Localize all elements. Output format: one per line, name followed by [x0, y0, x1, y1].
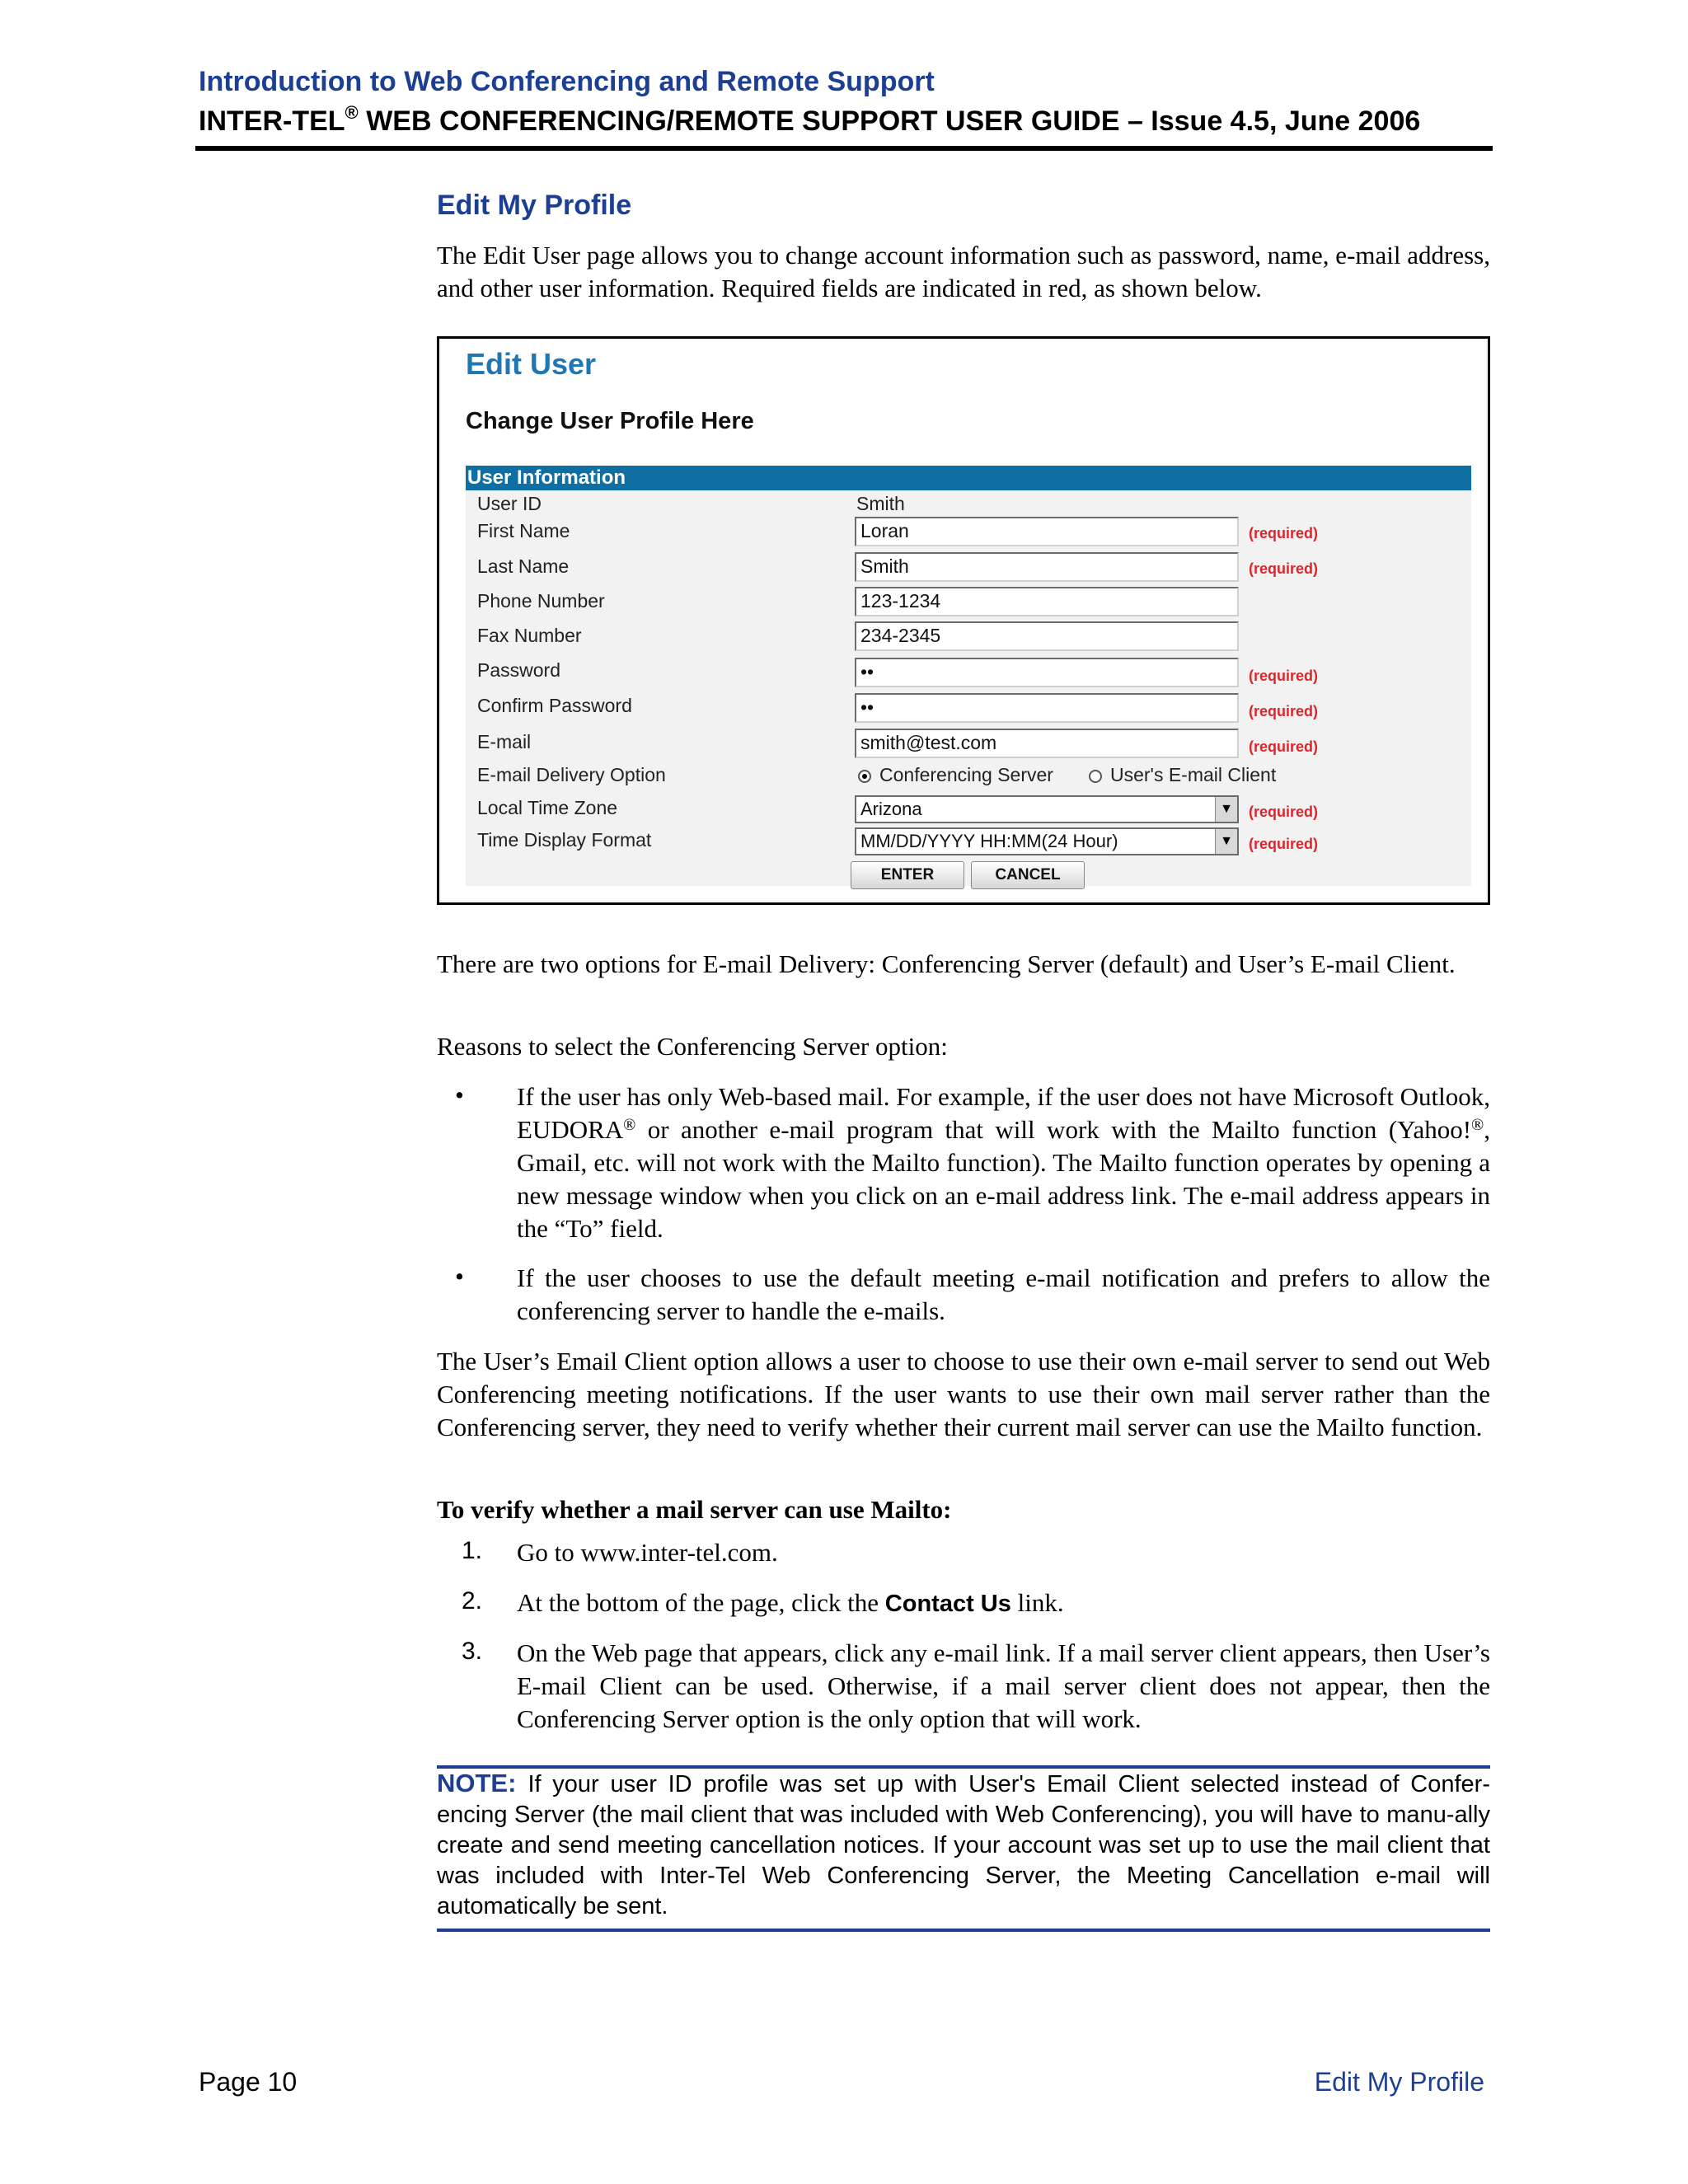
bullet-item-2: If the user chooses to use the default meeting e-mail notification and prefers to allow the conferencing server to handle the e-mails.	[517, 1263, 1490, 1325]
time-format-required: (required)	[1249, 836, 1319, 852]
dropdown-arrow-icon: ▼	[1215, 797, 1237, 822]
footer-section-title: Edit My Profile	[1314, 2067, 1484, 2097]
row-time-format	[466, 827, 1471, 860]
time-format-select[interactable]	[855, 827, 1239, 855]
phone-label: Phone Number	[477, 590, 605, 612]
verify-heading: To verify whether a mail server can use Mailto:	[437, 1495, 952, 1524]
fax-input[interactable]: 234-2345	[855, 621, 1239, 651]
email-label: E-mail	[477, 731, 532, 752]
row-phone	[466, 587, 1471, 620]
note-box	[437, 1768, 1490, 1922]
time-format-label: Time Display Format	[477, 829, 652, 851]
first-name-required: (required)	[1249, 525, 1319, 541]
email-client-paragraph: The User’s Email Client option allows a user to choose to use their own e-mail server to send out Web Conferencing meeting notifications. If the user wants to use their own mail server rather than the Conferencing server, they need to verify whether their current mail server can use the Mailto function.	[437, 1347, 1490, 1441]
note-text: If your user ID profile was set up with User's Email Client selected instead of Confer-encing Server (the mail client that was included with Web Conferencing), you will have to manu-ally create and send meeting cancellation notices. If your account was set up to use the mail client that was included with Inter-Tel Web Conferencing Server, the Meeting Cancellation e-mail will automatically be sent.	[437, 1771, 1490, 1919]
time-zone-required: (required)	[1249, 804, 1319, 820]
user-id-value: Smith	[856, 493, 905, 514]
intro-paragraph: The Edit User page allows you to change account information such as password, name, e-mail address, and other user information. Required fields are indicated in red, as shown below.	[437, 241, 1490, 302]
footer-page-number: Page 10	[199, 2067, 298, 2097]
user-information-header: User Information	[466, 466, 1471, 490]
email-required: (required)	[1249, 738, 1319, 755]
header-title-rest: WEB CONFERENCING/REMOTE SUPPORT USER GUIDE – Issue 4.5, June 2006	[358, 105, 1421, 137]
row-password	[466, 658, 1471, 691]
first-name-label: First Name	[477, 520, 570, 541]
row-first-name	[466, 517, 1471, 550]
header-rule	[195, 146, 1493, 151]
time-zone-value: Arizona	[860, 799, 922, 819]
bullet1-part3: , Gmail, etc. will not work with the Mailto function). The Mailto function operates by opening a new message window when you click on an e-mail address link. The e-mail address appears in the “To” field.	[517, 1115, 1490, 1243]
running-header-section: Introduction to Web Conferencing and Remote Support	[199, 66, 935, 97]
note-label: NOTE:	[437, 1769, 517, 1797]
registered-mark: ®	[1471, 1116, 1484, 1134]
last-name-input[interactable]: Smith	[855, 552, 1239, 582]
time-zone-select[interactable]	[855, 795, 1239, 823]
row-time-zone	[466, 795, 1471, 828]
bullet1-part2: or another e-mail program that will work with the Mailto function (Yahoo!	[635, 1115, 1472, 1144]
time-format-value: MM/DD/YYYY HH:MM(24 Hour)	[860, 831, 1118, 851]
confirm-password-required: (required)	[1249, 703, 1319, 719]
note-bottom-rule	[437, 1929, 1490, 1932]
bullet-item-1	[517, 1080, 1490, 1245]
step-3-text: On the Web page that appears, click any e-mail link. If a mail server client appears, then User’s E-mail Client can be used. Otherwise, if a mail server client does not appear, then the Conferencing Server option is the only option that will work.	[517, 1638, 1490, 1733]
step-1-text: Go to www.inter-tel.com.	[517, 1538, 778, 1567]
confirm-password-input[interactable]: ••	[855, 693, 1239, 723]
phone-input[interactable]: 123-1234	[855, 587, 1239, 616]
bullet1-part1: If the user has only Web-based mail. For example, if the user does not have Microsoft Outlook, EUDORA	[517, 1082, 1490, 1144]
edit-user-title: Edit User	[466, 347, 597, 381]
time-zone-label: Local Time Zone	[477, 797, 618, 818]
step-2-after: link.	[1010, 1588, 1064, 1617]
radio-unselected-icon	[1089, 770, 1102, 783]
user-information-panel	[466, 466, 1471, 886]
fax-label: Fax Number	[477, 625, 582, 646]
delivery-option2-label: User's E-mail Client	[1110, 764, 1277, 785]
row-email	[466, 729, 1471, 762]
section-heading: Edit My Profile	[437, 190, 632, 221]
step-2-before: At the bottom of the page, click the	[517, 1588, 885, 1617]
row-confirm-password	[466, 693, 1471, 726]
last-name-required: (required)	[1249, 560, 1319, 577]
last-name-label: Last Name	[477, 555, 570, 577]
contact-us-link: Contact Us	[884, 1591, 1011, 1617]
step-3-number: 3.	[462, 1638, 483, 1665]
bullet-icon: •	[455, 1262, 464, 1291]
running-header-title	[199, 102, 1421, 138]
email-input[interactable]: smith@test.com	[855, 729, 1239, 758]
cancel-button[interactable]: CANCEL	[971, 861, 1085, 889]
row-fax	[466, 621, 1471, 654]
registered-mark: ®	[623, 1116, 636, 1134]
header-title-prefix: INTER-TEL	[199, 105, 345, 137]
row-last-name	[466, 552, 1471, 585]
password-label: Password	[477, 659, 560, 681]
password-input[interactable]: ••	[855, 658, 1239, 687]
user-id-label: User ID	[477, 493, 542, 514]
enter-button[interactable]: ENTER	[851, 861, 964, 889]
options-paragraph: There are two options for E-mail Delivery: Conferencing Server (default) and User’s E-mail Client.	[437, 949, 1456, 978]
edit-user-screenshot	[437, 336, 1490, 905]
password-required: (required)	[1249, 668, 1319, 684]
delivery-label: E-mail Delivery Option	[477, 764, 666, 785]
dropdown-arrow-icon: ▼	[1215, 829, 1237, 854]
delivery-option-email-client[interactable]	[1089, 764, 1276, 786]
step-2-text	[517, 1586, 1490, 1620]
reasons-paragraph: Reasons to select the Conferencing Server option:	[437, 1032, 948, 1061]
registered-mark: ®	[345, 102, 359, 123]
delivery-option1-label: Conferencing Server	[879, 764, 1053, 785]
radio-selected-icon	[858, 770, 871, 783]
delivery-option-conferencing-server[interactable]	[858, 764, 1053, 786]
first-name-input[interactable]: Loran	[855, 517, 1239, 546]
row-delivery-option	[466, 762, 1471, 795]
step-2-number: 2.	[462, 1587, 483, 1615]
bullet-icon: •	[455, 1080, 464, 1109]
change-profile-subtitle: Change User Profile Here	[466, 408, 754, 434]
confirm-password-label: Confirm Password	[477, 695, 632, 716]
step-1-number: 1.	[462, 1537, 483, 1564]
